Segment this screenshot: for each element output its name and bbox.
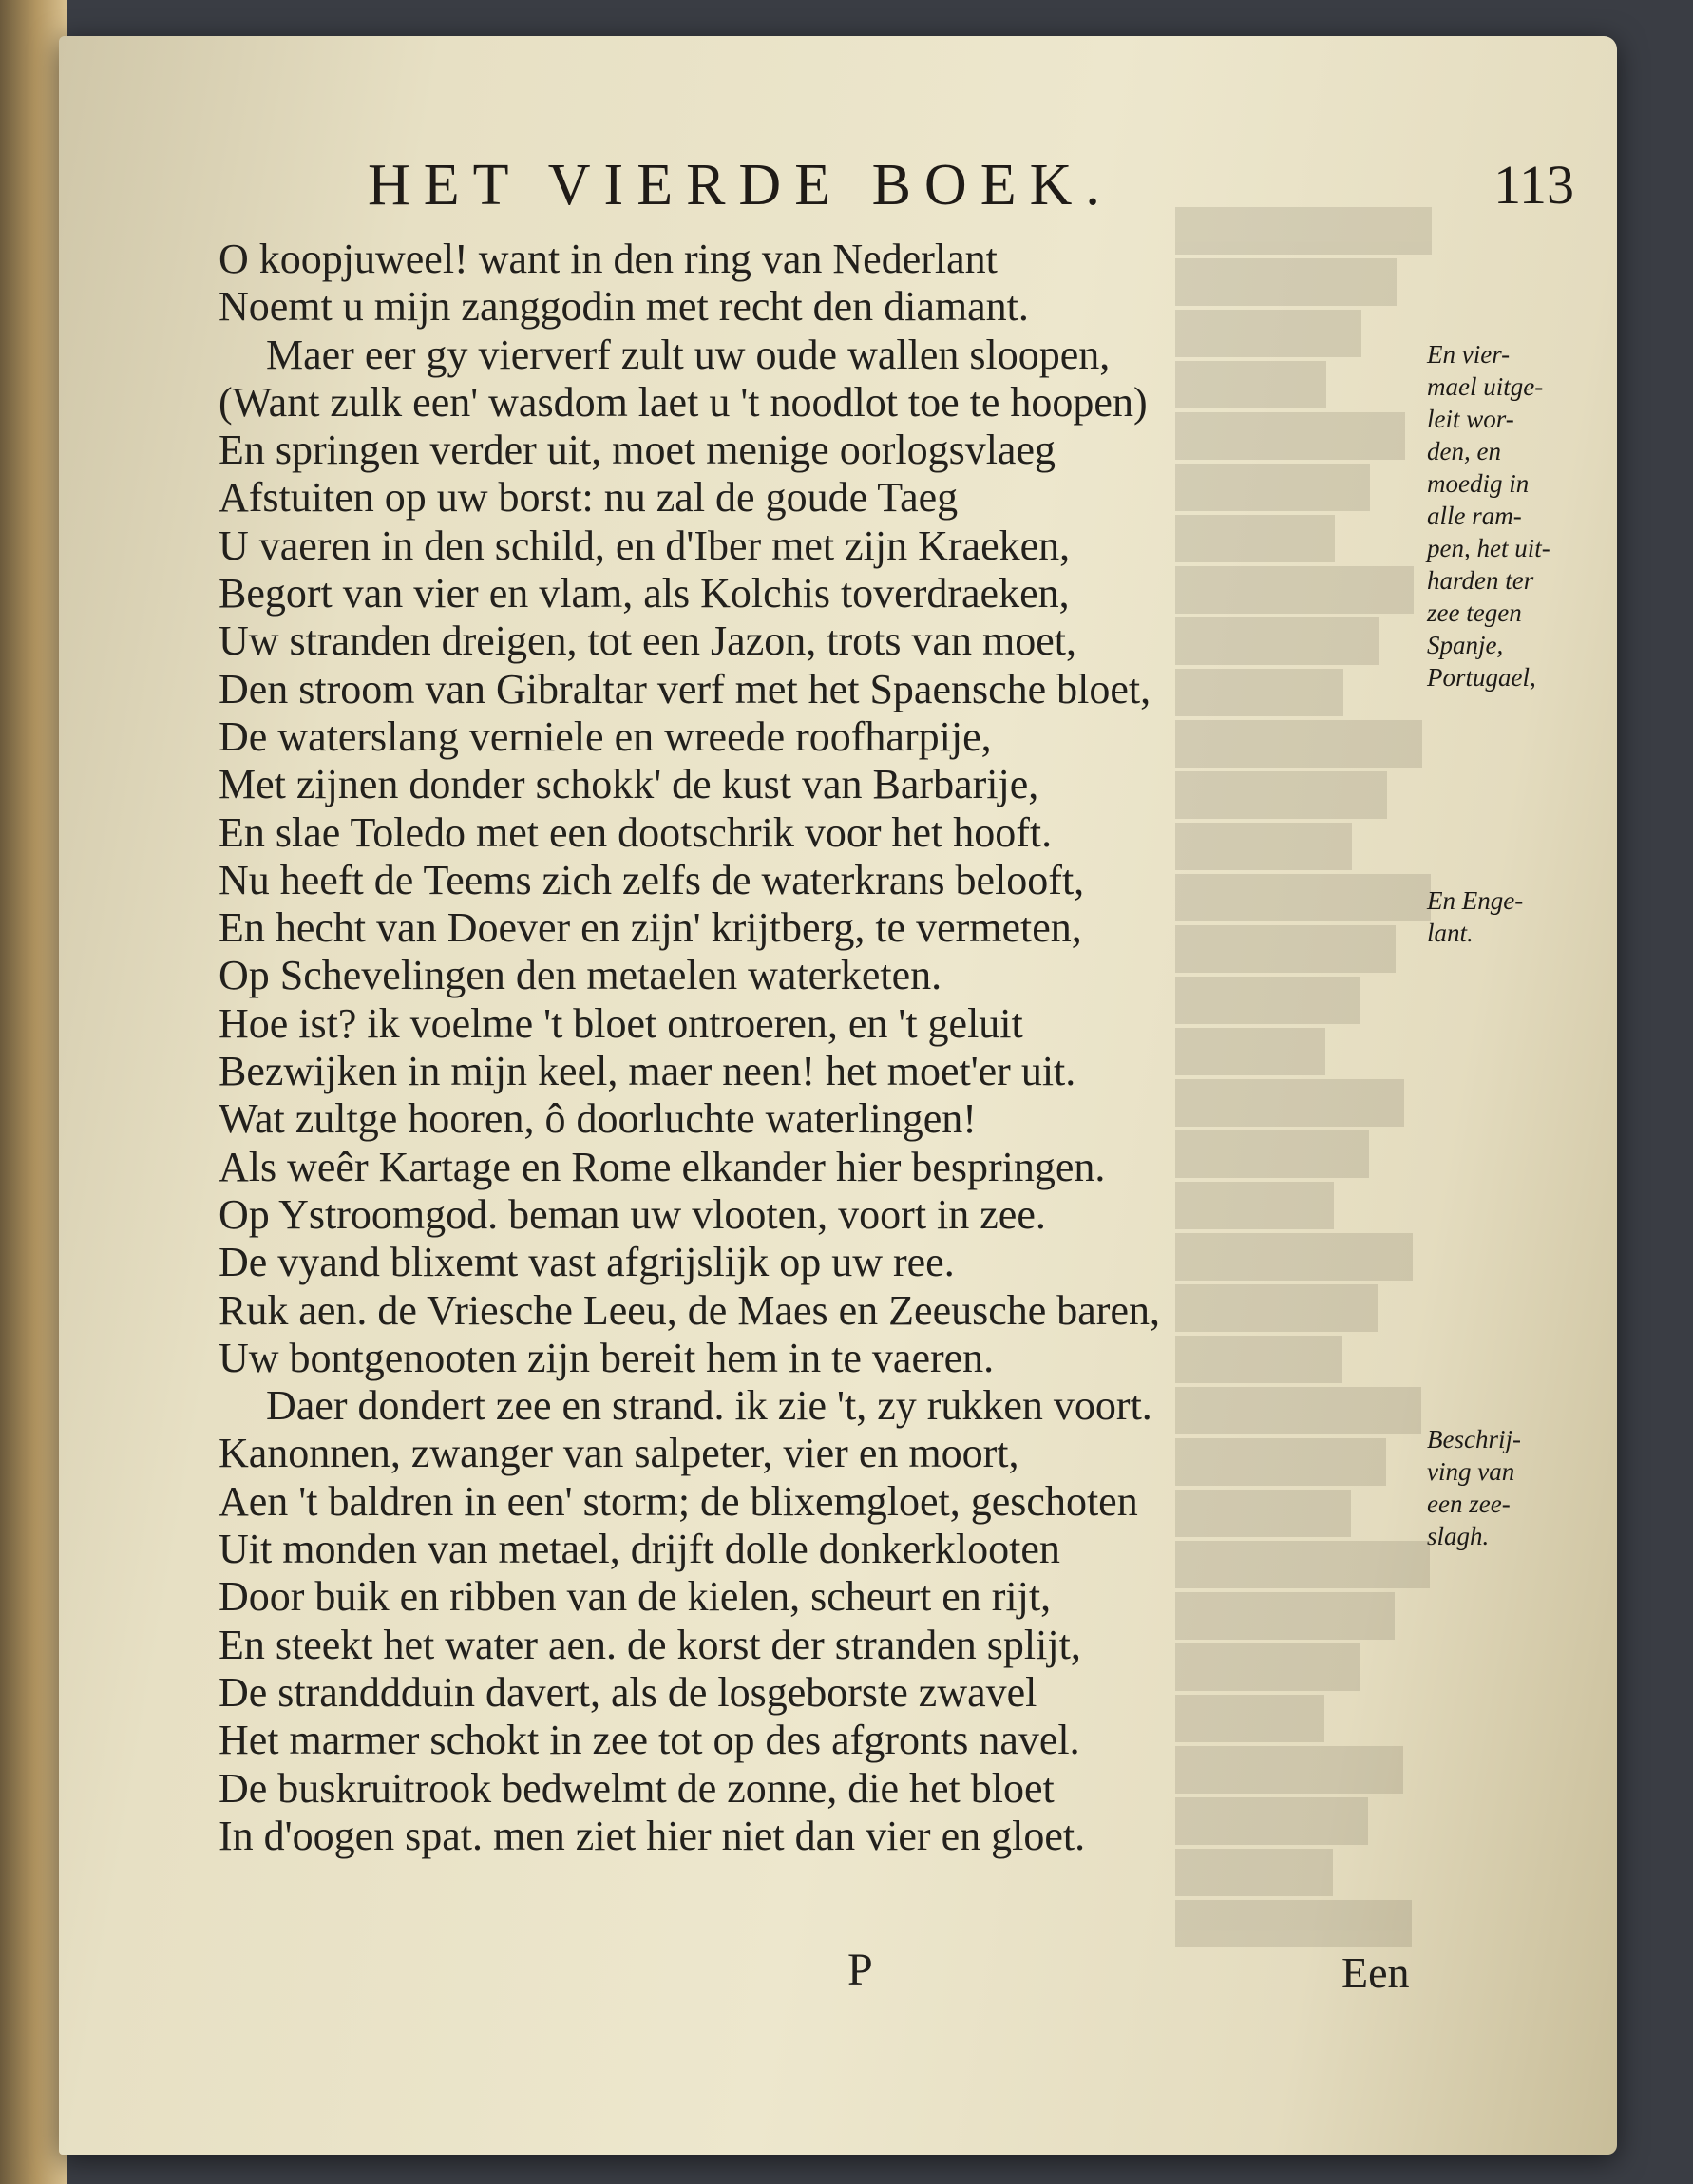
margin-note-line: een zee- xyxy=(1427,1490,1511,1518)
verse-line: Maer eer gy vierverf zult uw oude wallen sloopen, xyxy=(266,331,1111,378)
running-head-title: HET VIERDE BOEK. xyxy=(368,153,1113,218)
margin-note-line: mael uitge- xyxy=(1427,372,1544,401)
verse-line: Hoe ist? ik voelme 't bloet ontroeren, en 't geluit xyxy=(219,999,1023,1047)
verse-line: U vaeren in den schild, en d'Iber met zijn Kraeken, xyxy=(219,522,1071,569)
margin-note-engelant xyxy=(1427,884,1617,949)
margin-note-zeeslagh xyxy=(1427,1423,1617,1552)
verse-line: Uw stranden dreigen, tot een Jazon, trots van moet, xyxy=(219,617,1076,665)
verse-line: Op Schevelingen den metaelen waterketen. xyxy=(219,952,942,999)
margin-note-line: harden ter xyxy=(1427,566,1534,595)
verse-line: En hecht van Doever en zijn' krijtberg, te vermeten, xyxy=(219,904,1082,952)
verse-line: De waterslang verniele en wreede roofharpije, xyxy=(219,712,992,760)
signature-mark: P xyxy=(847,1945,873,1995)
verse-line: Den stroom van Gibraltar verf met het Spaensche bloet, xyxy=(219,665,1151,712)
verse-line: Wat zultge hooren, ô doorluchte waterlingen! xyxy=(219,1095,977,1143)
verse-line: En steekt het water aen. de korst der stranden splijt, xyxy=(219,1621,1081,1668)
verse-line: Kanonnen, zwanger van salpeter, vier en moort, xyxy=(219,1430,1019,1477)
margin-note-line: En Enge- xyxy=(1427,886,1524,915)
page-number: 113 xyxy=(1493,154,1574,216)
verse-line: Uit monden van metael, drijft dolle donkerklooten xyxy=(219,1526,1060,1573)
verse-line: Bezwijken in mijn keel, maer neen! het moet'er uit. xyxy=(219,1048,1076,1095)
verse-line: Door buik en ribben van de kielen, scheurt en rijt, xyxy=(219,1573,1052,1621)
margin-note-line: zee tegen xyxy=(1427,598,1522,627)
verse-line: In d'oogen spat. men ziet hier niet dan vier en gloet. xyxy=(219,1812,1086,1859)
previous-page-edge xyxy=(0,0,67,2184)
verse-line: Nu heeft de Teems zich zelfs de waterkrans belooft, xyxy=(219,856,1085,903)
running-head xyxy=(368,142,1574,228)
verse-line: Als weêr Kartage en Rome elkander hier bespringen. xyxy=(219,1143,1106,1190)
margin-note-line: alle ram- xyxy=(1427,502,1522,530)
verse-line: O koopjuweel! want in den ring van Nederlant xyxy=(219,236,998,282)
verse-line: Noemt u mijn zanggodin met recht den diamant. xyxy=(219,283,1029,331)
margin-note-line: den, en xyxy=(1427,437,1501,465)
margin-note-line: pen, het uit- xyxy=(1427,534,1550,562)
verse-line: Ruk aen. de Vriesche Leeu, de Maes en Zeeusche baren, xyxy=(219,1286,1160,1334)
verse-block xyxy=(219,236,1387,1860)
verse-line: De buskruitrook bedwelmt de zonne, die het bloet xyxy=(219,1764,1055,1812)
verse-line: Met zijnen donder schokk' de kust van Barbarije, xyxy=(219,761,1039,808)
margin-note-line: slagh. xyxy=(1427,1522,1490,1550)
verse-line: Op Ystroomgod. beman uw vlooten, voort in zee. xyxy=(219,1190,1046,1238)
margin-note-line: lant. xyxy=(1427,919,1474,947)
verse-line: Afstuiten op uw borst: nu zal de goude Taeg xyxy=(219,474,959,522)
catchword: Een xyxy=(1341,1948,1410,1997)
margin-note-line: Portugael, xyxy=(1427,663,1536,692)
margin-note-line: ving van xyxy=(1427,1457,1515,1486)
margin-note-line: Beschrij- xyxy=(1427,1425,1521,1453)
verse-line: Uw bontgenooten zijn bereit hem in te vaeren. xyxy=(219,1334,995,1381)
verse-line: Daer dondert zee en strand. ik zie 't, zy rukken voort. xyxy=(266,1382,1152,1430)
margin-note-line: leit wor- xyxy=(1427,405,1514,433)
verse-line: Begort van vier en vlam, als Kolchis toverdraeken, xyxy=(219,570,1070,617)
verse-line: De stranddduin davert, als de losgeborste zwavel xyxy=(219,1668,1037,1716)
margin-note-line: En vier- xyxy=(1427,340,1511,369)
verse-line: (Want zulk een' wasdom laet u 't noodlot toe te hoopen) xyxy=(219,378,1148,426)
verse-line: En springen verder uit, moet menige oorlogsvlaeg xyxy=(219,427,1056,474)
margin-note-line: moedig in xyxy=(1427,469,1530,498)
verse-line: En slae Toledo met een dootschrik voor het hooft. xyxy=(219,808,1053,856)
verse-line: Het marmer schokt in zee tot op des afgronts navel. xyxy=(219,1717,1080,1764)
margin-note-line: Spanje, xyxy=(1427,631,1504,659)
margin-note-verdediging xyxy=(1427,338,1617,693)
verse-line: De vyand blixemt vast afgrijslijk op uw ree. xyxy=(219,1239,955,1286)
book-page xyxy=(59,36,1617,2155)
verse-line: Aen 't baldren in een' storm; de blixemgloet, geschoten xyxy=(219,1477,1138,1525)
